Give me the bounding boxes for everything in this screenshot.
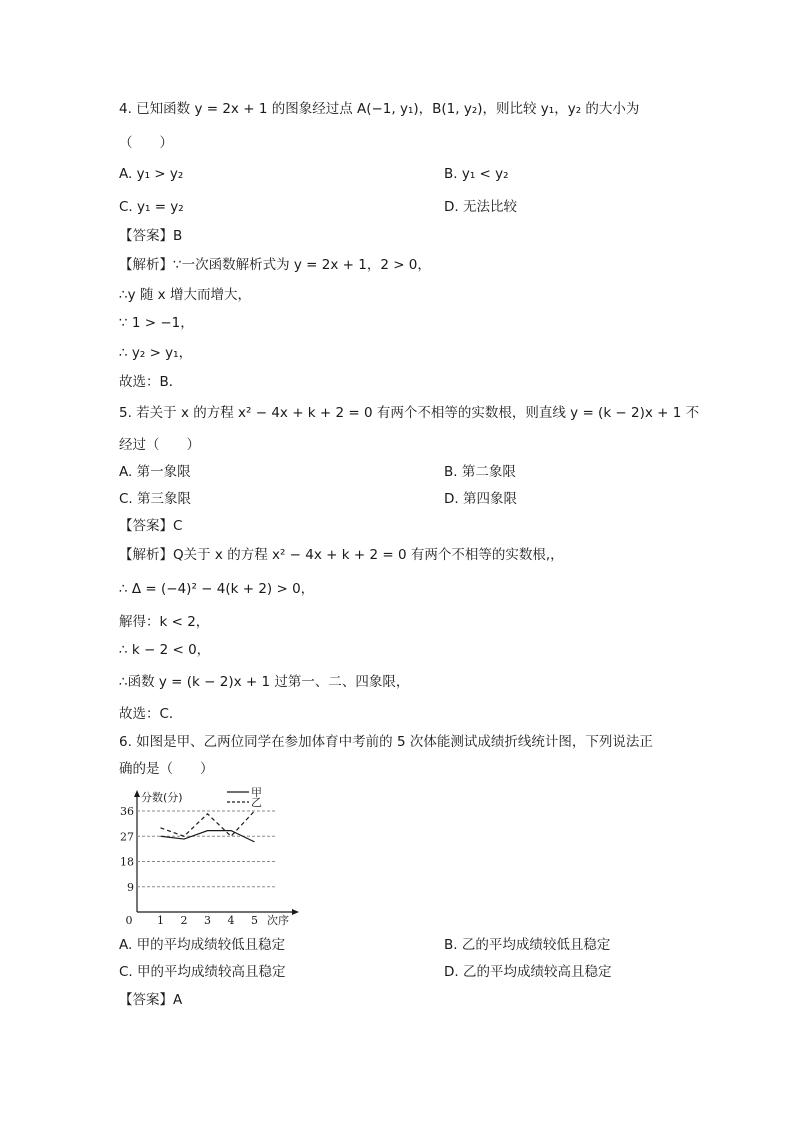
y-tick-label-27: 27 <box>120 830 134 844</box>
q5-analysis-2: ∴ Δ = (−4)² − 4(k + 2) > 0， <box>119 581 315 597</box>
q4-answer: 【答案】B <box>119 228 183 244</box>
legend-label-jia: 甲 <box>251 786 262 799</box>
q4-option-c: C. y₁ = y₂ <box>119 199 184 215</box>
y-axis-title: 分数(分) <box>141 791 183 804</box>
y-tick-label-9: 9 <box>127 880 134 894</box>
q6-option-a: A. 甲的平均成绩较低且稳定 <box>119 937 286 953</box>
q4-analysis-2: ∴y 随 x 增大而增大， <box>119 287 251 303</box>
q4-option-b: B. y₁ < y₂ <box>444 166 509 182</box>
origin-label: 0 <box>125 914 133 927</box>
q6-stem-line2: 确的是（ ） <box>119 761 214 777</box>
q4-analysis-1: 【解析】∵一次函数解析式为 y = 2x + 1，2 > 0， <box>119 257 431 273</box>
q5-option-a: A. 第一象限 <box>119 464 191 480</box>
x-tick-label-4: 4 <box>227 914 235 927</box>
q6-option-b: B. 乙的平均成绩较低且稳定 <box>444 937 611 953</box>
q6-option-c: C. 甲的平均成绩较高且稳定 <box>119 964 286 980</box>
x-tick-label-2: 2 <box>180 914 188 927</box>
q4-analysis-5: 故选：B． <box>119 374 183 390</box>
x-tick-label-3: 3 <box>204 914 211 927</box>
q6-answer: 【答案】A <box>119 992 183 1008</box>
q4-analysis-4: ∴ y₂ > y₁， <box>119 345 193 361</box>
q4-analysis-3: ∵ 1 > −1， <box>119 315 194 331</box>
x-axis-arrow <box>292 909 299 915</box>
y-tick-label-18: 18 <box>120 855 134 869</box>
q4-stem-line1: 4. 已知函数 y = 2x + 1 的图象经过点 A(−1, y₁)，B(1, y₂)，则比较 y₁，y₂ 的大小为 <box>119 101 640 117</box>
q5-option-b: B. 第二象限 <box>444 464 516 480</box>
q5-stem-line1: 5. 若关于 x 的方程 x² − 4x + k + 2 = 0 有两个不相等的实数根，则直线 y = (k − 2)x + 1 不 <box>119 405 700 421</box>
q5-analysis-5: ∴函数 y = (k − 2)x + 1 过第一、二、四象限， <box>119 674 410 690</box>
legend-label-yi: 乙 <box>251 796 262 809</box>
series-line-yi <box>161 811 255 836</box>
q5-answer: 【答案】C <box>119 518 183 534</box>
x-tick-label-1: 1 <box>157 914 164 927</box>
q5-analysis-4: ∴ k − 2 < 0， <box>119 642 211 658</box>
q4-stem-line2: （ ） <box>119 135 173 151</box>
q5-option-d: D. 第四象限 <box>444 491 517 507</box>
q5-analysis-6: 故选：C． <box>119 706 183 722</box>
q5-option-c: C. 第三象限 <box>119 491 192 507</box>
q5-analysis-3: 解得：k < 2， <box>119 614 210 630</box>
gridlines <box>137 811 275 887</box>
q5-analysis-1: 【解析】Q关于 x 的方程 x² − 4x + k + 2 = 0 有两个不相等的实数根,， <box>119 547 564 563</box>
q6-stem-line1: 6. 如图是甲、乙两位同学在参加体育中考前的 5 次体能测试成绩折线统计图，下列说法正 <box>119 734 653 750</box>
y-tick-label-36: 36 <box>120 805 134 818</box>
y-axis-arrow <box>134 790 140 797</box>
x-axis-title: 次序 <box>267 914 289 927</box>
score-line-chart <box>117 786 307 928</box>
q6-option-d: D. 乙的平均成绩较高且稳定 <box>444 964 612 980</box>
y-tick-labels <box>120 805 134 894</box>
x-tick-labels <box>157 914 258 927</box>
x-tick-label-5: 5 <box>251 914 258 927</box>
q4-option-a: A. y₁ > y₂ <box>119 166 184 182</box>
legend <box>227 786 262 809</box>
series-lines <box>161 811 255 842</box>
q5-stem-line2: 经过（ ） <box>119 437 200 453</box>
q4-option-d: D. 无法比较 <box>444 199 517 215</box>
